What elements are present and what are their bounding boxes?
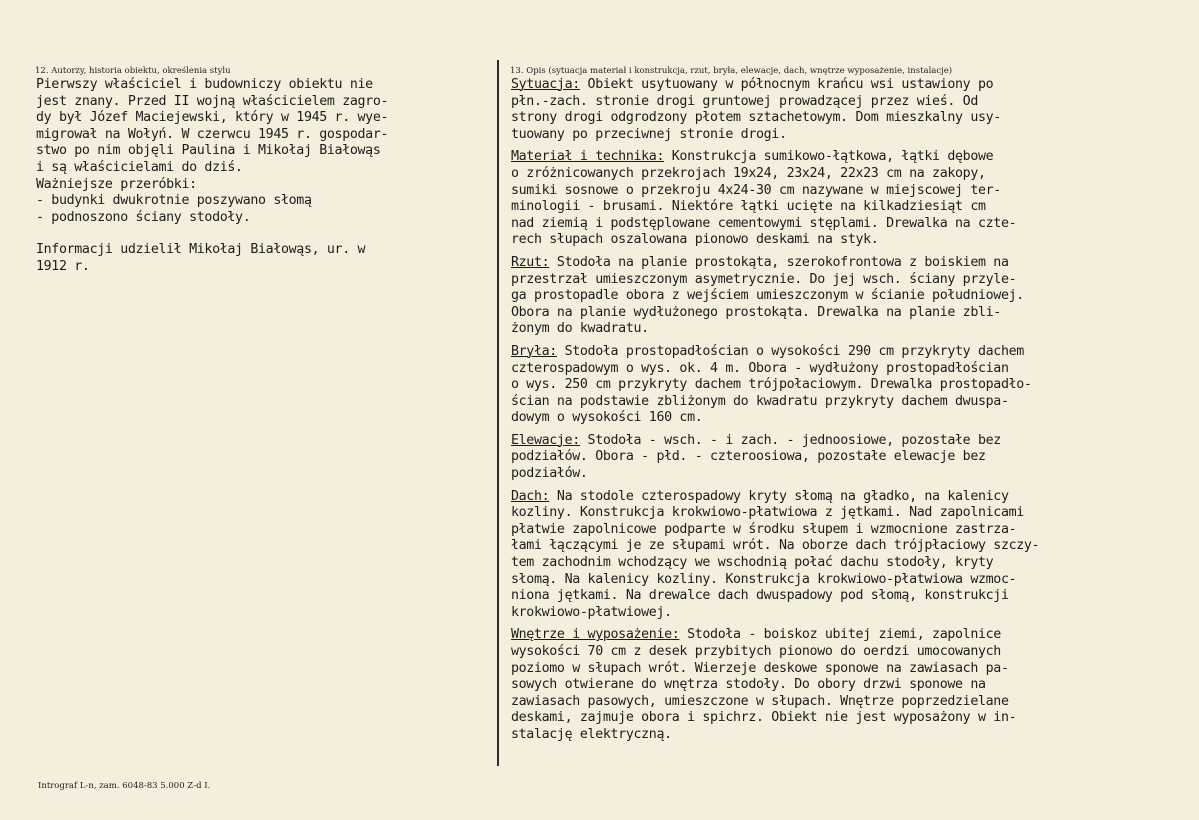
section-first-line: Stodoła na planie prostokąta, szerokofrontowa z boiskiem na xyxy=(549,254,1009,270)
section-label: Elewacje: xyxy=(511,432,580,448)
column-divider xyxy=(497,60,499,766)
section-label: Materiał i technika: xyxy=(511,149,665,165)
section-material xyxy=(511,149,1161,249)
description-text xyxy=(511,77,1161,750)
section-line: tuowany po przeciwnej stronie drogi. xyxy=(511,126,787,142)
history-line: Ważniejsze przeróbki: xyxy=(36,176,197,192)
section-plan xyxy=(511,255,1161,338)
section-label: Rzut: xyxy=(511,254,550,270)
section-line: dowym o wysokości 160 cm. xyxy=(511,410,703,426)
history-line: - podnoszono ściany stodoły. xyxy=(36,209,251,225)
section-line: minologii - brusami. Niektóre łątki ucięte na kilkadziesiąt cm xyxy=(511,199,986,215)
history-line: i są właścicielami do dziś. xyxy=(36,159,243,175)
section-line: sumiki sosnowe o przekroju 4x24-30 cm nazywane w miejscowej ter- xyxy=(511,182,1001,198)
section-line: czterospadowym o wys. ok. 4 m. Obora - wydłużony prostopadłościan xyxy=(511,360,1009,376)
section-first-line: Stodoła prostopadłościan o wysokości 290 cm przykryty dachem xyxy=(556,343,1024,359)
section-first-line: Konstrukcja sumikowo-łątkowa, łątki dębowe xyxy=(664,149,994,165)
spacer xyxy=(36,226,491,242)
history-line: stwo po nim objęli Paulina i Mikołaj Białowąs xyxy=(36,143,381,159)
section-line: niona jętkami. Na drewalce dach dwuspadowy pod słomą, konstrukcji xyxy=(511,588,1009,604)
section-first-line: Na stodole czterospadowy kryty słomą na gładko, na kalenicy xyxy=(549,488,1009,504)
section-line: słomą. Na kalenicy kozliny. Konstrukcja krokwiowo-płatwiowa wzmoc- xyxy=(511,571,1017,587)
section-roof xyxy=(511,489,1161,622)
section-label: Sytuacja: xyxy=(511,77,580,92)
informant-line: 1912 r. xyxy=(36,258,90,274)
section-line: o wys. 250 cm przykryty dachem trójpołaciowym. Drewalka prostopadło- xyxy=(511,377,1032,393)
printer-imprint: Intrograf L-n, zam. 6048-83 5.000 Z-d I. xyxy=(38,781,211,791)
section-interior xyxy=(511,627,1161,743)
right-field-header: 13. Opis (sytuacja materiał i konstrukcja, rzut, bryła, elewacje, dach, wnętrze wyposażenie, instalacje) xyxy=(510,66,953,76)
informant-line: Informacji udzielił Mikołaj Białowąs, ur. w xyxy=(36,242,366,258)
section-line: tem zachodnim wchodzący we wschodnią połać dachu stodoły, kryty xyxy=(511,555,994,571)
section-line: wysokości 70 cm z desek przybitych pionowo do oerdzi umocowanych xyxy=(511,644,1001,659)
left-field-header: 12. Autorzy, historia obiektu, określenia stylu xyxy=(35,66,231,76)
section-line: łami łączącymi je ze słupami wrót. Na oborze dach trójpłaciowy szczy- xyxy=(511,538,1040,554)
section-line: stalację elektryczną. xyxy=(511,726,672,742)
section-line: o zróżnicowanych przekrojach 19x24, 23x24, 22x23 cm na zakopy, xyxy=(511,165,986,181)
section-label: Bryła: xyxy=(511,343,557,359)
history-line: jest znany. Przed II wojną właścicielem zagro- xyxy=(36,93,389,109)
section-first-line: Obiekt usytuowany w północnym krańcu wsi ustawiony po xyxy=(579,77,994,92)
section-line: krokwiowo-płatwiowej. xyxy=(511,604,672,620)
history-line: - budynki dwukrotnie poszywano słomą xyxy=(36,193,312,209)
section-line: deskami, zajmuje obora i spichrz. Obiekt nie jest wyposażony w in- xyxy=(511,710,1017,726)
section-line: ga prostopadle obora z wejściem umieszczonym w ścianie południowej. xyxy=(511,288,1024,304)
section-line: płn.-zach. stronie drogi gruntowej prowadzącej przez wieś. Od xyxy=(511,93,978,109)
section-elevations xyxy=(511,433,1161,483)
history-line: dy był Józef Maciejewski, który w 1945 r. wye- xyxy=(36,110,389,126)
section-line: sowych otwierane do wnętrza stodoły. Do obory drzwi sponowe na xyxy=(511,677,986,693)
section-line: żonym do kwadratu. xyxy=(511,321,649,337)
section-situation xyxy=(511,77,1161,143)
section-label: Dach: xyxy=(511,488,550,504)
section-mass xyxy=(511,344,1161,427)
section-label: Wnętrze i wyposażenie: xyxy=(511,627,680,643)
section-line: zawiasach pasowych, umieszczone w słupach. Wnętrze poprzedzielane xyxy=(511,693,1009,709)
section-line: podziałów. Obora - płd. - czteroosiowa, pozostałe elewacje bez xyxy=(511,449,986,465)
section-line: rech słupach oszalowana pionowo deskami na styk. xyxy=(511,232,879,248)
history-line: migrował na Wołyń. W czerwcu 1945 r. gospodar- xyxy=(36,126,389,142)
section-line: ścian na podstawie zbliżonym do kwadratu przykryty dachem dwuspa- xyxy=(511,393,1009,409)
section-line: przestrzał umieszczonym asymetrycznie. Do jej wsch. ściany przyle- xyxy=(511,271,1017,287)
section-line: podziałów. xyxy=(511,466,588,482)
section-line: nad ziemią i podstęplowane cementowymi stęplami. Drewalka na czte- xyxy=(511,215,1017,231)
history-line: Pierwszy właściciel i budowniczy obiektu nie xyxy=(36,77,373,92)
section-line: strony drogi odgrodzony płotem sztachetowym. Dom mieszkalny usy- xyxy=(511,110,1001,126)
section-line: płatwie zapolnicowe podparte w środku słupem i wzmocnione zastrza- xyxy=(511,521,1017,537)
section-first-line: Stodoła - wsch. - i zach. - jednoosiowe, pozostałe bez xyxy=(579,432,1001,448)
section-line: kozliny. Konstrukcja krokwiowo-płatwiowa z jętkami. Nad zapolnicami xyxy=(511,505,1024,521)
section-line: Obora na planie wydłużonego prostokąta. Drewalka na planie zbli- xyxy=(511,304,1001,320)
history-text xyxy=(36,77,491,276)
section-line: poziomo w słupach wrót. Wierzeje deskowe sponowe na zawiasach pa- xyxy=(511,660,1009,676)
section-first-line: Stodoła - boiskoz ubitej ziemi, zapolnice xyxy=(679,627,1001,643)
